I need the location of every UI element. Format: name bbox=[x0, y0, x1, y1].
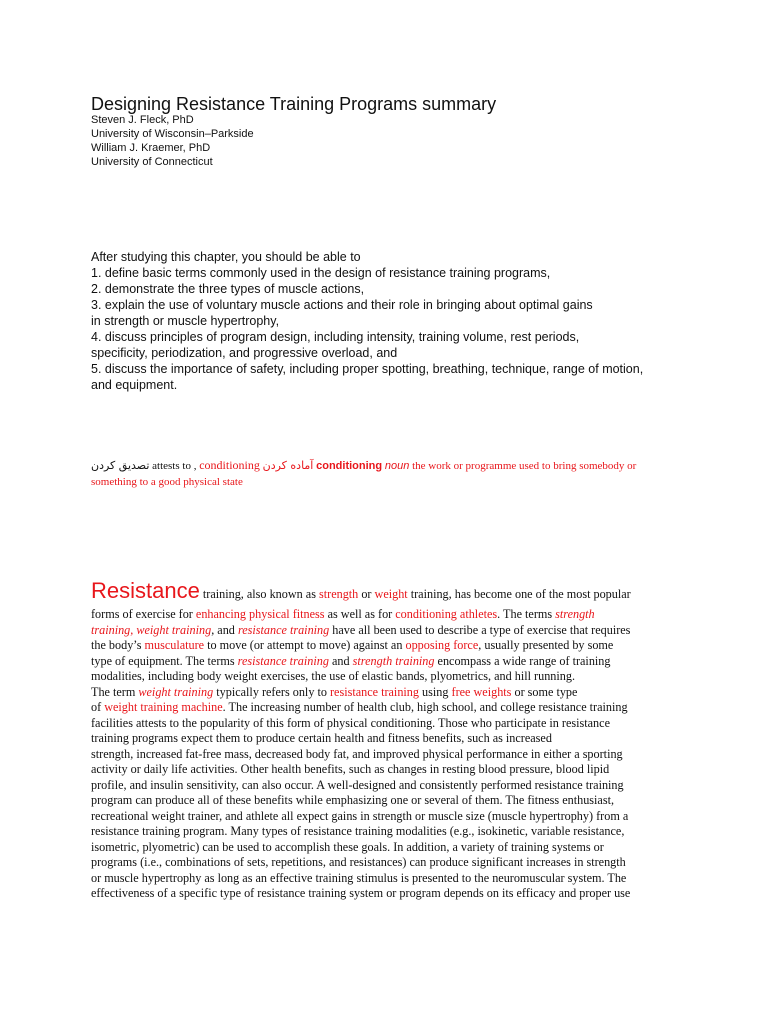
body-line bbox=[91, 638, 686, 654]
body-text-run: program can produce all of these benefits while emphasizing one or several of them. The fitness enthusiast, bbox=[91, 793, 614, 807]
highlighted-term: Resistance bbox=[91, 578, 200, 603]
dictionary-headword: conditioning bbox=[316, 460, 383, 472]
body-line bbox=[91, 700, 686, 716]
body-text-run: or bbox=[358, 587, 375, 601]
body-text-run: strength, increased fat-free mass, decreased body fat, and improved physical performance in either a sporting bbox=[91, 746, 623, 761]
body-text-run: have all been used to describe a type of exercise that requires bbox=[329, 622, 631, 637]
document-title: Designing Resistance Training Programs summary bbox=[91, 94, 497, 114]
highlighted-term: weight training machine bbox=[104, 700, 223, 714]
body-line bbox=[91, 762, 686, 778]
author-affiliation: University of Connecticut bbox=[91, 156, 213, 168]
vocab-term-attests: attests to , bbox=[152, 460, 197, 472]
learning-objectives bbox=[91, 249, 691, 393]
body-line bbox=[91, 886, 686, 902]
body-text-run: , usually presented by some bbox=[478, 638, 614, 652]
body-text-run: facilities attests to the popularity of this form of physical conditioning. Those who participate in resistance bbox=[91, 715, 610, 730]
objective-line: and equipment. bbox=[91, 378, 178, 392]
body-text-run: effectiveness of a specific type of resistance training system or program depends on its efficacy and proper use bbox=[91, 886, 631, 900]
body-text-run: training, has become one of the most popular bbox=[407, 587, 631, 601]
author-block bbox=[91, 113, 254, 169]
highlighted-term: strength training bbox=[352, 653, 435, 668]
objective-line: in strength or muscle hypertrophy, bbox=[91, 314, 280, 328]
body-line bbox=[91, 623, 686, 639]
body-text-run: . The terms bbox=[497, 607, 556, 621]
body-text-run: forms of exercise for bbox=[91, 607, 196, 621]
body-text-run: the body’s bbox=[91, 638, 145, 652]
highlighted-term: musculature bbox=[144, 638, 205, 652]
body-text-run: typically refers only to bbox=[213, 684, 330, 699]
highlighted-term: free weights bbox=[451, 684, 512, 699]
body-line bbox=[91, 716, 686, 732]
body-line bbox=[91, 778, 686, 794]
body-text-run: . The increasing number of health club, high school, and college resistance training bbox=[222, 700, 628, 714]
author-affiliation: University of Wisconsin–Parkside bbox=[91, 128, 254, 140]
highlighted-term: training, weight training bbox=[91, 622, 212, 637]
highlighted-term: enhancing physical fitness bbox=[195, 607, 325, 621]
body-line bbox=[91, 607, 686, 623]
objective-line: 2. demonstrate the three types of muscle actions, bbox=[91, 282, 365, 296]
body-text-run: encompass a wide range of training bbox=[434, 653, 611, 668]
body-text-run: of bbox=[91, 700, 105, 714]
body-text-run: profile, and insulin sensitivity, can also occur. A well-designed and consistently performed resistance training bbox=[91, 777, 624, 792]
highlighted-term: weight bbox=[374, 587, 408, 601]
highlighted-term: resistance training bbox=[237, 653, 329, 668]
highlighted-term: resistance training bbox=[237, 622, 330, 637]
body-text-run: resistance training program. Many types of resistance training modalities (e.g., isokinetic, variable resistance, bbox=[91, 824, 625, 838]
body-text-run: The term bbox=[91, 684, 139, 699]
highlighted-term: weight training bbox=[138, 684, 214, 699]
body-line bbox=[91, 824, 686, 840]
objective-line: 4. discuss principles of program design, including intensity, training volume, rest periods, bbox=[91, 330, 580, 344]
persian-translation-conditioning: آماده کردن bbox=[262, 459, 314, 472]
highlighted-term: resistance training bbox=[329, 684, 419, 699]
body-text-run: activity or daily life activities. Other health benefits, such as changes in resting blood pressure, blood lipid bbox=[91, 762, 610, 776]
body-text-run: programs (i.e., combinations of sets, repetitions, and resistances) can produce significant increases in strength bbox=[91, 855, 626, 869]
body-text-run: training, also known as bbox=[199, 587, 319, 601]
objective-line: 1. define basic terms commonly used in the design of resistance training programs, bbox=[91, 266, 551, 280]
author-name: William J. Kraemer, PhD bbox=[91, 142, 211, 154]
body-line bbox=[91, 871, 686, 887]
body-text-run: isometric, plyometric) can be used to accomplish these goals. In addition, a variety of training systems or bbox=[91, 839, 604, 854]
body-line bbox=[91, 793, 686, 809]
highlighted-term: conditioning athletes bbox=[395, 607, 498, 621]
body-text bbox=[91, 578, 686, 902]
body-line bbox=[91, 840, 686, 856]
body-line bbox=[91, 685, 686, 701]
objective-line: 3. explain the use of voluntary muscle actions and their role in bringing about optimal gains bbox=[91, 298, 593, 312]
body-line bbox=[91, 669, 686, 685]
author-name: Steven J. Fleck, PhD bbox=[91, 114, 194, 126]
body-text-run: training programs expect them to produce certain health and fitness benefits, such as increased bbox=[91, 731, 552, 745]
body-text-run: , and bbox=[211, 622, 238, 637]
vocabulary-note bbox=[91, 457, 676, 490]
part-of-speech: noun bbox=[384, 460, 410, 472]
highlighted-term: strength bbox=[555, 607, 595, 621]
objectives-intro: After studying this chapter, you should be able to bbox=[91, 250, 361, 264]
body-line bbox=[91, 809, 686, 825]
highlighted-term: strength bbox=[319, 587, 359, 601]
body-text-run: type of equipment. The terms bbox=[91, 653, 238, 668]
highlighted-term: opposing force bbox=[405, 638, 479, 652]
objective-line: specificity, periodization, and progressive overload, and bbox=[91, 346, 398, 360]
body-line bbox=[91, 747, 686, 763]
body-text-run: modalities, including body weight exercises, the use of elastic bands, plyometrics, and hill running. bbox=[91, 669, 576, 683]
objective-line: 5. discuss the importance of safety, including proper spotting, breathing, technique, range of motion, bbox=[91, 362, 644, 376]
vocab-term-conditioning: conditioning bbox=[199, 458, 260, 472]
persian-translation-attests: تصدیق کردن bbox=[91, 459, 150, 472]
body-line bbox=[91, 855, 686, 871]
body-line bbox=[91, 578, 686, 607]
body-text-run: or muscle hypertrophy as long as an effective training stimulus is presented to the neuromuscular system. The bbox=[91, 870, 627, 885]
body-text-run: using bbox=[419, 684, 452, 699]
body-text-run: or some type bbox=[511, 684, 578, 699]
body-text-run: recreational weight trainer, and athlete all expect gains in strength or muscle size (muscle hypertrophy) from a bbox=[91, 808, 629, 823]
body-line bbox=[91, 731, 686, 747]
body-text-run: as well as for bbox=[324, 607, 396, 621]
dictionary-definition: the work or programme used to bring somebody or something to a good physical state bbox=[91, 460, 637, 488]
body-text-run: and bbox=[328, 653, 353, 668]
body-text-run: to move (or attempt to move) against an bbox=[204, 638, 406, 652]
body-line bbox=[91, 654, 686, 670]
